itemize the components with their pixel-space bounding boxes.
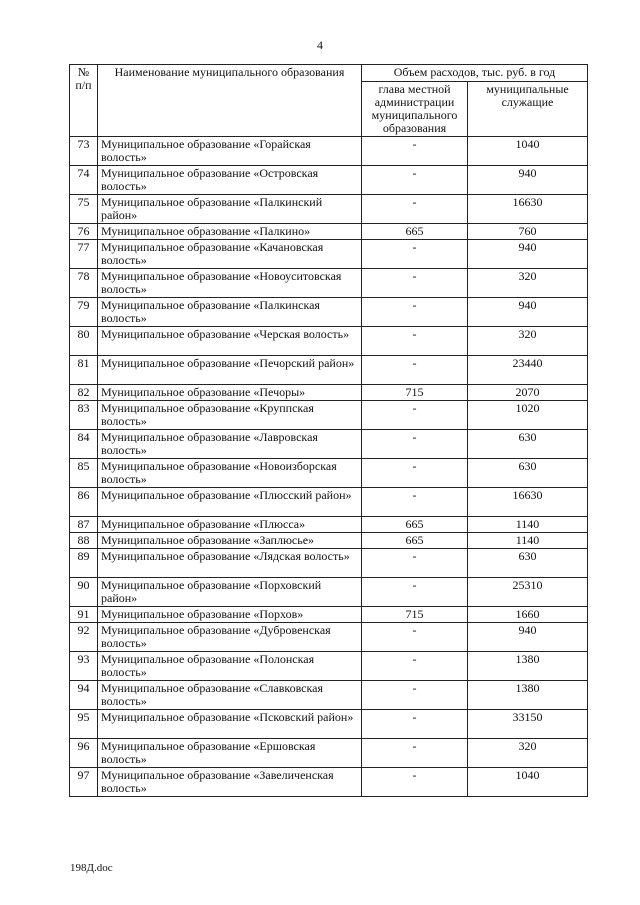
row-name: Муниципальное образование «Заплюсье» xyxy=(98,533,362,549)
row-number: 81 xyxy=(70,356,98,385)
row-head-expense: - xyxy=(362,269,468,298)
row-number: 83 xyxy=(70,401,98,430)
row-staff-expense: 1020 xyxy=(468,401,588,430)
table-row xyxy=(70,768,588,797)
row-number: 92 xyxy=(70,623,98,652)
row-staff-expense: 320 xyxy=(468,327,588,356)
table-row xyxy=(70,430,588,459)
row-staff-expense: 16630 xyxy=(468,195,588,224)
row-name: Муниципальное образование «Ершовская волость» xyxy=(98,739,362,768)
table-row xyxy=(70,533,588,549)
row-number: 93 xyxy=(70,652,98,681)
row-head-expense: - xyxy=(362,488,468,517)
row-staff-expense: 1660 xyxy=(468,607,588,623)
table-row xyxy=(70,710,588,739)
row-number: 91 xyxy=(70,607,98,623)
row-staff-expense: 1380 xyxy=(468,681,588,710)
row-number: 94 xyxy=(70,681,98,710)
row-head-expense: - xyxy=(362,623,468,652)
row-staff-expense: 1040 xyxy=(468,137,588,166)
row-name: Муниципальное образование «Печорский район» xyxy=(98,356,362,385)
row-number: 89 xyxy=(70,549,98,578)
row-staff-expense: 630 xyxy=(468,549,588,578)
row-name: Муниципальное образование «Лядская волость» xyxy=(98,549,362,578)
row-number: 84 xyxy=(70,430,98,459)
row-head-expense: - xyxy=(362,681,468,710)
row-name: Муниципальное образование «Печоры» xyxy=(98,385,362,401)
row-head-expense: 665 xyxy=(362,517,468,533)
row-number: 86 xyxy=(70,488,98,517)
row-staff-expense: 320 xyxy=(468,269,588,298)
row-name: Муниципальное образование «Завеличенская волость» xyxy=(98,768,362,797)
row-head-expense: 665 xyxy=(362,533,468,549)
row-head-expense: 715 xyxy=(362,385,468,401)
row-name: Муниципальное образование «Порхов» xyxy=(98,607,362,623)
table-row xyxy=(70,578,588,607)
row-number: 76 xyxy=(70,224,98,240)
table-row xyxy=(70,401,588,430)
row-number: 96 xyxy=(70,739,98,768)
row-number: 87 xyxy=(70,517,98,533)
footer-filename: 198Д.doc xyxy=(70,862,113,874)
row-name: Муниципальное образование «Порховский район» xyxy=(98,578,362,607)
table-row xyxy=(70,137,588,166)
table-row xyxy=(70,240,588,269)
table-row xyxy=(70,739,588,768)
row-name: Муниципальное образование «Лавровская волость» xyxy=(98,430,362,459)
row-staff-expense: 940 xyxy=(468,166,588,195)
row-number: 75 xyxy=(70,195,98,224)
row-number: 78 xyxy=(70,269,98,298)
table-row xyxy=(70,356,588,385)
row-head-expense: 665 xyxy=(362,224,468,240)
row-head-expense: - xyxy=(362,356,468,385)
row-number: 80 xyxy=(70,327,98,356)
row-number: 79 xyxy=(70,298,98,327)
row-staff-expense: 1140 xyxy=(468,517,588,533)
row-name: Муниципальное образование «Новоуситовская волость» xyxy=(98,269,362,298)
row-name: Муниципальное образование «Дубровенская волость» xyxy=(98,623,362,652)
row-name: Муниципальное образование «Круппская волость» xyxy=(98,401,362,430)
row-number: 85 xyxy=(70,459,98,488)
table-row xyxy=(70,224,588,240)
row-head-expense: 715 xyxy=(362,607,468,623)
expenses-table xyxy=(69,64,588,797)
row-name: Муниципальное образование «Плюсса» xyxy=(98,517,362,533)
table-row xyxy=(70,549,588,578)
row-name: Муниципальное образование «Палкино» xyxy=(98,224,362,240)
table-row xyxy=(70,459,588,488)
table-row xyxy=(70,488,588,517)
table-body xyxy=(70,137,588,797)
row-staff-expense: 16630 xyxy=(468,488,588,517)
row-number: 73 xyxy=(70,137,98,166)
row-number: 82 xyxy=(70,385,98,401)
row-head-expense: - xyxy=(362,327,468,356)
row-staff-expense: 630 xyxy=(468,430,588,459)
page-number: 4 xyxy=(317,38,323,52)
row-head-expense: - xyxy=(362,298,468,327)
row-name: Муниципальное образование «Плюсский район» xyxy=(98,488,362,517)
row-head-expense: - xyxy=(362,652,468,681)
header-name: Наименование муниципального образования xyxy=(98,65,362,137)
row-staff-expense: 1140 xyxy=(468,533,588,549)
row-head-expense: - xyxy=(362,166,468,195)
row-staff-expense: 320 xyxy=(468,739,588,768)
row-name: Муниципальное образование «Новоизборская волость» xyxy=(98,459,362,488)
row-head-expense: - xyxy=(362,459,468,488)
table-row xyxy=(70,327,588,356)
header-volume: Объем расходов, тыс. руб. в год xyxy=(362,65,588,82)
row-head-expense: - xyxy=(362,401,468,430)
row-name: Муниципальное образование «Полонская волость» xyxy=(98,652,362,681)
row-head-expense: - xyxy=(362,195,468,224)
table-row xyxy=(70,195,588,224)
row-head-expense: - xyxy=(362,578,468,607)
row-head-expense: - xyxy=(362,240,468,269)
row-number: 95 xyxy=(70,710,98,739)
row-staff-expense: 940 xyxy=(468,298,588,327)
row-staff-expense: 1380 xyxy=(468,652,588,681)
row-staff-expense: 23440 xyxy=(468,356,588,385)
row-name: Муниципальное образование «Качановская волость» xyxy=(98,240,362,269)
row-head-expense: - xyxy=(362,768,468,797)
table-row xyxy=(70,298,588,327)
row-head-expense: - xyxy=(362,739,468,768)
row-name: Муниципальное образование «Горайская волость» xyxy=(98,137,362,166)
header-head: глава местной администрации муниципального образования xyxy=(362,82,468,137)
row-staff-expense: 33150 xyxy=(468,710,588,739)
row-staff-expense: 760 xyxy=(468,224,588,240)
row-staff-expense: 630 xyxy=(468,459,588,488)
row-number: 77 xyxy=(70,240,98,269)
table-row xyxy=(70,623,588,652)
row-number: 74 xyxy=(70,166,98,195)
row-name: Муниципальное образование «Псковский район» xyxy=(98,710,362,739)
row-name: Муниципальное образование «Островская волость» xyxy=(98,166,362,195)
row-head-expense: - xyxy=(362,430,468,459)
table-row xyxy=(70,652,588,681)
row-name: Муниципальное образование «Славковская волость» xyxy=(98,681,362,710)
header-staff: муниципальные служащие xyxy=(468,82,588,137)
table-row xyxy=(70,517,588,533)
row-head-expense: - xyxy=(362,137,468,166)
table-row xyxy=(70,607,588,623)
row-staff-expense: 2070 xyxy=(468,385,588,401)
table-row xyxy=(70,166,588,195)
row-number: 88 xyxy=(70,533,98,549)
table-row xyxy=(70,269,588,298)
row-staff-expense: 940 xyxy=(468,623,588,652)
row-name: Муниципальное образование «Палкинская волость» xyxy=(98,298,362,327)
row-name: Муниципальное образование «Черская волость» xyxy=(98,327,362,356)
row-name: Муниципальное образование «Палкинский район» xyxy=(98,195,362,224)
table-row xyxy=(70,385,588,401)
row-staff-expense: 940 xyxy=(468,240,588,269)
row-staff-expense: 1040 xyxy=(468,768,588,797)
row-staff-expense: 25310 xyxy=(468,578,588,607)
table-row xyxy=(70,681,588,710)
row-head-expense: - xyxy=(362,710,468,739)
header-num: № п/п xyxy=(70,65,98,137)
row-head-expense: - xyxy=(362,549,468,578)
row-number: 90 xyxy=(70,578,98,607)
row-number: 97 xyxy=(70,768,98,797)
